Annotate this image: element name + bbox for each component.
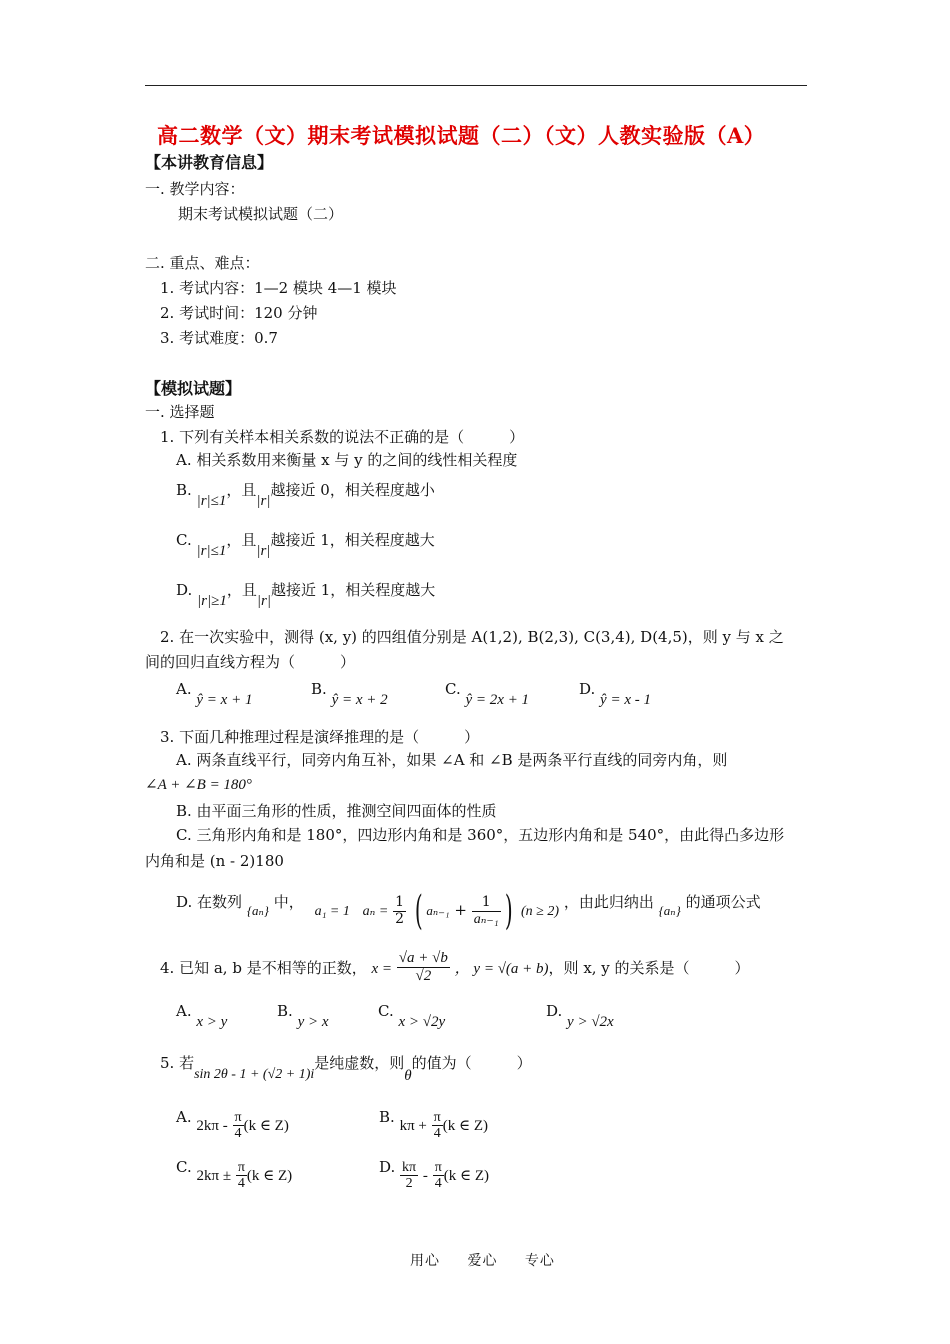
info-section-header: 【本讲教育信息】	[145, 153, 274, 172]
q2-stem-line2: 间的回归直线方程为（ ）	[145, 653, 356, 671]
q4-stem: 4. 已知 a, b 是不相等的正数， x = $\frac{√a + √b}{√2}$ ， y = √(a + b)，则 x, y 的关系是（ ）	[160, 950, 750, 984]
footer-text: 用心	[410, 1253, 440, 1269]
q3-option-a-line1: A. 两条直线平行，同旁内角互补，如果 ∠A 和 ∠B 是两条平行直线的同旁内角，则	[176, 751, 728, 769]
q1-option-b: B. |r|≤1，且|r|越接近 0，相关程度越小	[176, 481, 435, 509]
teaching-content-text: 期末考试模拟试题（二）	[178, 205, 344, 223]
q4-option-a: A. x > y	[176, 1002, 228, 1030]
key-points-label: 二. 重点、难点：	[145, 254, 260, 272]
header-rule	[145, 85, 807, 86]
q1-stem: 1. 下列有关样本相关系数的说法不正确的是（ ）	[160, 428, 525, 446]
q1-option-a: A. 相关系数用来衡量 x 与 y 的之间的线性相关程度	[176, 451, 518, 469]
key-point-item: 2. 考试时间：120 分钟	[160, 304, 318, 322]
page-footer	[410, 1250, 577, 1270]
q2-option-b: B. ŷ = x + 2	[311, 680, 388, 708]
q3-option-c-line2: 内角和是 (n - 2)180	[145, 852, 284, 870]
multiple-choice-label: 一. 选择题	[145, 403, 215, 421]
q5-option-a: A. 2kπ - $\frac{\pi}{4}$ (k ∈ Z)	[176, 1107, 289, 1142]
q1-option-d: D. |r|≥1，且|r|越接近 1，相关程度越大	[176, 581, 436, 609]
q2-stem-line1: 2. 在一次实验中，测得 (x, y) 的四组值分别是 A(1,2), B(2,3), C(3,4), D(4,5)，则 y 与 x 之	[160, 628, 784, 646]
q4-option-c: C. x > √2y	[378, 1002, 446, 1030]
q2-option-a: A. ŷ = x + 1	[176, 680, 253, 708]
simulation-section-header: 【模拟试题】	[145, 379, 242, 398]
q2-option-c: C. ŷ = 2x + 1	[445, 680, 530, 708]
q1-option-c: C. |r|≤1，且|r|越接近 1，相关程度越大	[176, 531, 435, 559]
q5-stem: 5. 若sin 2θ - 1 + (√2 + 1)i是纯虚数，则θ的值为（ ）	[160, 1054, 532, 1084]
q3-option-d: D. 在数列 {aₙ} 中， a₁ = 1 aₙ = $\frac{1}{2}$ ( aₙ₋₁ + $\frac{1}{\text{aₙ₋₁}}$ ) (n ≥ 2) ，由此归纳出 {aₙ} 的通项公式	[176, 888, 761, 934]
q3-option-b: B. 由平面三角形的性质，推测空间四面体的性质	[176, 802, 497, 820]
q4-option-d: D. y > √2x	[546, 1002, 614, 1030]
q5-option-b: B. kπ + $\frac{\pi}{4}$ (k ∈ Z)	[379, 1107, 488, 1142]
q3-stem: 3. 下面几种推理过程是演绎推理的是（ ）	[160, 728, 480, 746]
q3-recurrence: aₙ = $\frac{1}{2}$ ( aₙ₋₁ + $\frac{1}{\text{aₙ₋₁}}$ ) (n ≥ 2)	[362, 888, 560, 934]
q4-option-b: B. y > x	[277, 1002, 329, 1030]
q5-option-d: D. $\frac{k\pi}{2}$ - $\frac{\pi}{4}$ (k ∈ Z)	[379, 1157, 490, 1192]
q3-option-a-line2: ∠A + ∠B = 180°	[145, 777, 252, 793]
q5-option-c: C. 2kπ ± $\frac{\pi}{4}$ (k ∈ Z)	[176, 1157, 293, 1192]
footer-text: 爱心	[467, 1253, 498, 1269]
key-point-item: 1. 考试内容：1—2 模块 4—1 模块	[160, 279, 397, 297]
footer-text: 专心	[524, 1253, 555, 1269]
teaching-content-label: 一. 教学内容：	[145, 180, 245, 198]
q3-option-c-line1: C. 三角形内角和是 180°，四边形内角和是 360°，五边形内角和是 540°，由此得凸多边形	[176, 826, 785, 844]
document-title: 高二数学（文）期末考试模拟试题（二）（文）人教实验版（A）	[157, 123, 766, 148]
q2-option-d: D. ŷ = x - 1	[579, 680, 651, 708]
key-point-item: 3. 考试难度：0.7	[160, 329, 278, 347]
